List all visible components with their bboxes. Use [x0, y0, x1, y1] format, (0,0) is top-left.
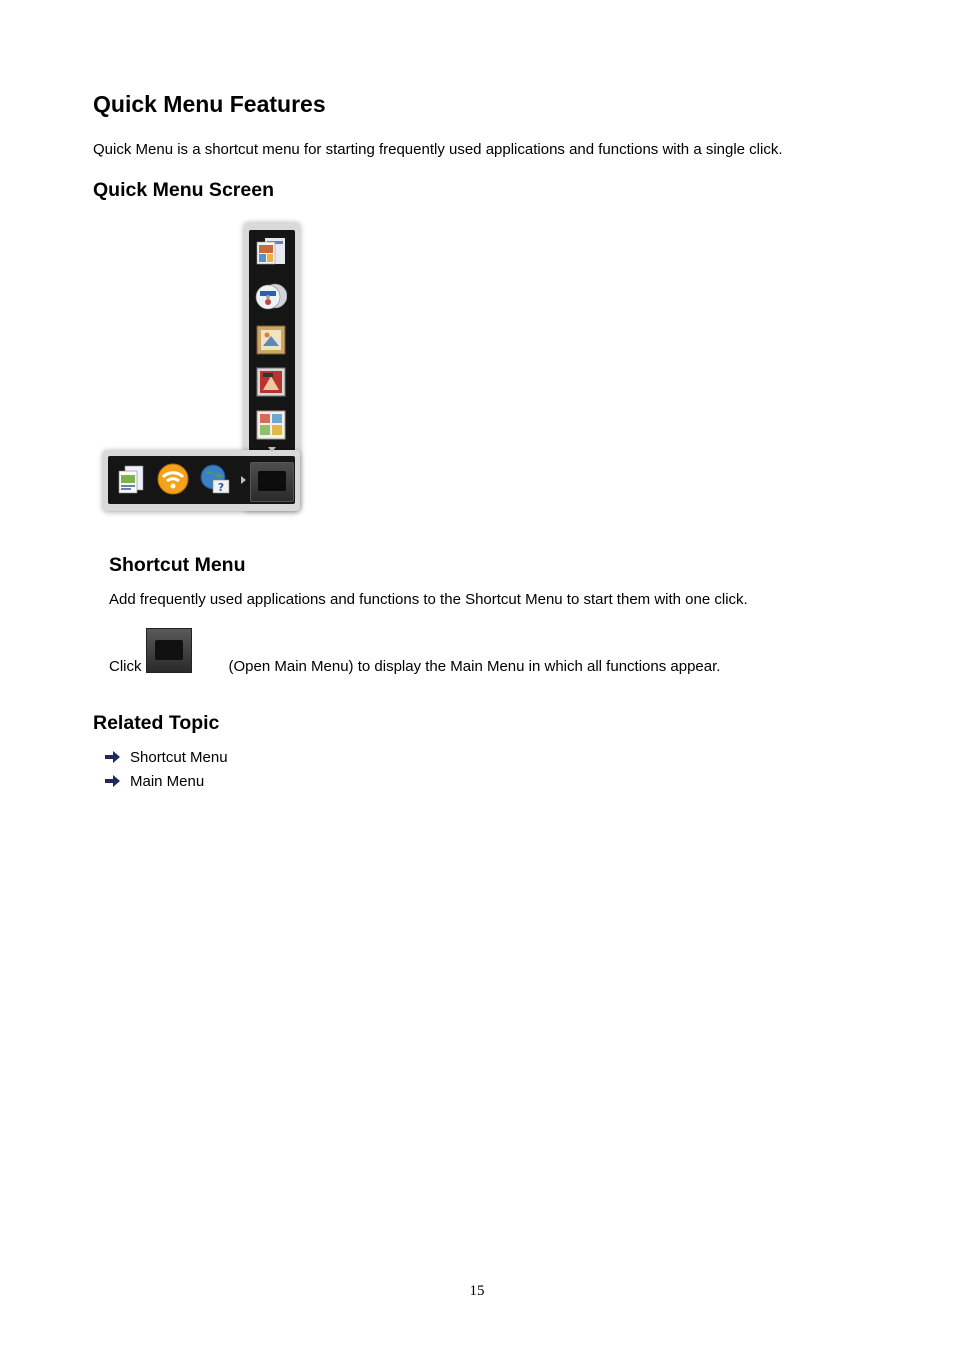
- documents-icon[interactable]: [115, 463, 147, 495]
- intro-text: Quick Menu is a shortcut menu for starting frequently used applications and functions with a single click.: [93, 141, 783, 158]
- arrow-right-icon: [105, 751, 121, 763]
- related-topic-heading: Related Topic: [93, 712, 220, 734]
- photo-collage-icon[interactable]: [255, 236, 287, 268]
- wireless-icon[interactable]: [157, 463, 189, 495]
- arrow-right-icon: [105, 775, 121, 787]
- related-link-label[interactable]: Shortcut Menu: [130, 749, 228, 766]
- quick-menu-screen-heading: Quick Menu Screen: [93, 179, 274, 201]
- open-main-menu-icon: [258, 471, 286, 491]
- album-icon[interactable]: [255, 366, 287, 398]
- related-link-shortcut-menu[interactable]: [105, 748, 228, 768]
- shortcut-menu-description: Add frequently used applications and functions to the Shortcut Menu to start them with one click.: [109, 591, 748, 608]
- page-title: Quick Menu Features: [93, 91, 326, 117]
- online-manual-icon[interactable]: [199, 463, 231, 495]
- open-main-menu-button[interactable]: [250, 462, 294, 502]
- layout-print-icon[interactable]: [255, 409, 287, 441]
- more-icons-down-arrow-icon[interactable]: [268, 447, 276, 452]
- svg-text:?: ?: [217, 481, 225, 494]
- related-link-main-menu[interactable]: [105, 772, 204, 792]
- instruction-click-text: Click: [109, 658, 142, 675]
- main-menu-instruction: [109, 657, 720, 677]
- related-link-label[interactable]: Main Menu: [130, 773, 205, 790]
- more-icons-right-arrow-icon[interactable]: [241, 476, 246, 484]
- open-main-menu-inline-icon: [146, 628, 192, 673]
- page-number: 15: [469, 1283, 485, 1299]
- quick-menu-figure: [100, 223, 304, 516]
- disc-label-icon[interactable]: [255, 280, 287, 312]
- photo-print-icon[interactable]: [255, 324, 287, 356]
- instruction-rest-text: (Open Main Menu) to display the Main Menu in which all functions appear.: [228, 658, 721, 675]
- shortcut-menu-heading: Shortcut Menu: [109, 554, 246, 576]
